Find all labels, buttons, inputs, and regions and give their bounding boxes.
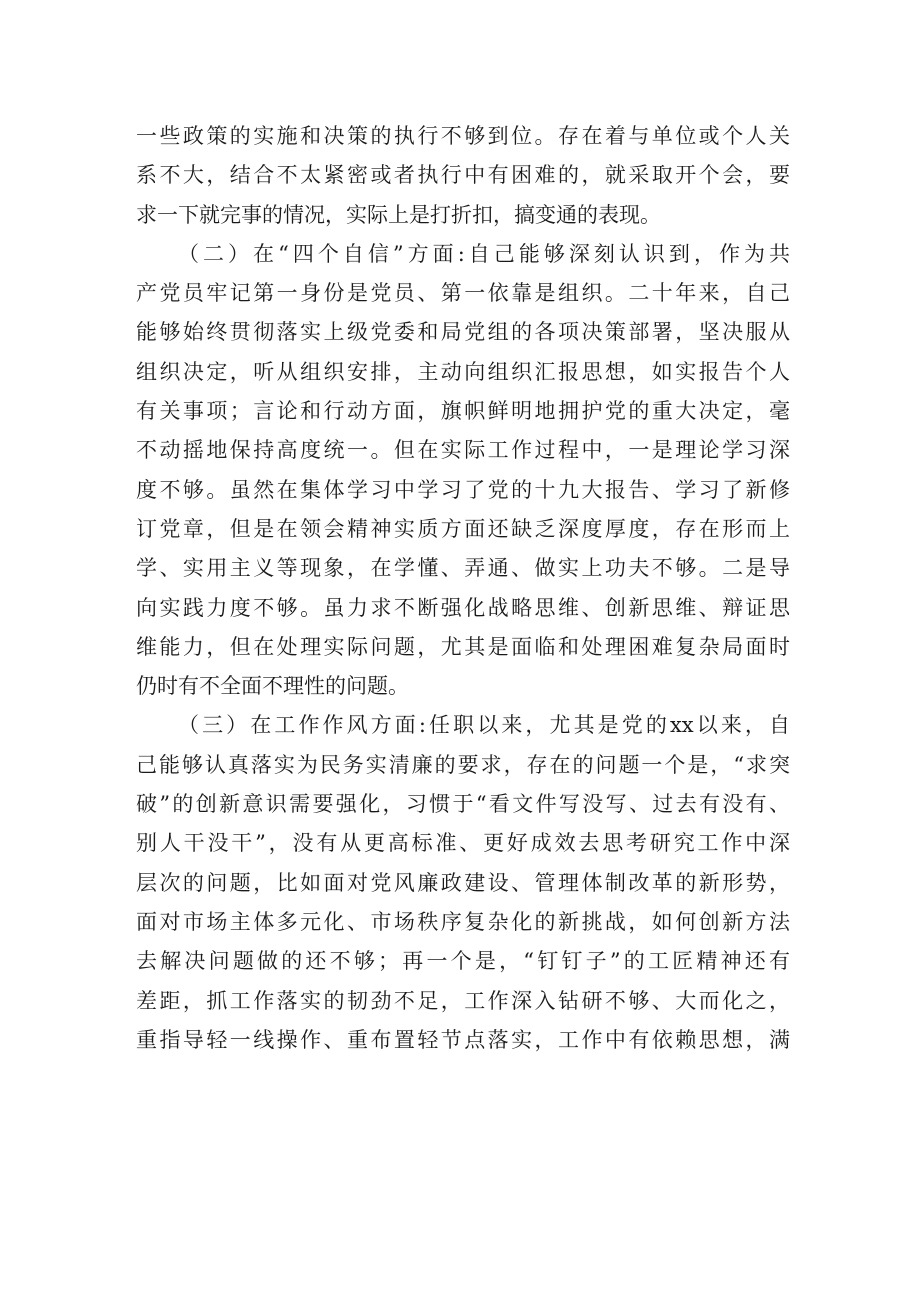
text-line: 去解决问题做的还不够；再一个是，“钉钉子”的工匠精神还有 (136, 949, 790, 974)
text-line: 产党员牢记第一身份是党员、第一依靠是组织。二十年来，自己 (136, 281, 790, 306)
text-line: 学、实用主义等现象，在学懂、弄通、做实上功夫不够。二是导 (136, 556, 790, 581)
document-body (136, 117, 790, 1060)
text-line: 己能够认真落实为民务实清廉的要求，存在的问题一个是，“求突 (136, 752, 790, 777)
text-line: 求一下就完事的情况，实际上是打折扣，搞变通的表现。 (136, 202, 661, 227)
text-line: 面对市场主体多元化、市场秩序复杂化的新挑战，如何创新方法 (136, 909, 790, 934)
text-line: 订党章，但是在领会精神实质方面还缺乏深度厚度，存在形而上 (136, 516, 790, 541)
text-line: 能够始终贯彻落实上级党委和局党组的各项决策部署，坚决服从 (136, 320, 790, 345)
text-line: 破”的创新意识需要强化，习惯于“看文件写没写、过去有没有、 (136, 792, 790, 817)
text-line: （二）在“四个自信”方面:自己能够深刻认识到，作为共 (178, 241, 790, 266)
paragraph-3-work-style (136, 706, 790, 1060)
text-line: 差距，抓工作落实的韧劲不足，工作深入钻研不够、大而化之， (136, 988, 790, 1013)
text-line: 度不够。虽然在集体学习中学习了党的十九大报告、学习了新修 (136, 477, 790, 502)
text-line: 有关事项；言论和行动方面，旗帜鲜明地拥护党的重大决定，毫 (136, 399, 790, 424)
text-line: 系不大，结合不太紧密或者执行中有困难的，就采取开个会，要 (136, 163, 790, 188)
text-line: 一些政策的实施和决策的执行不够到位。存在着与单位或个人关 (136, 124, 790, 148)
text-line: 维能力，但在处理实际问题，尤其是面临和处理困难复杂局面时 (136, 634, 790, 659)
text-line: 重指导轻一线操作、重布置轻节点落实，工作中有依赖思想，满 (136, 1027, 790, 1052)
text-line: （三）在工作作风方面:任职以来，尤其是党的xx以来，自 (178, 713, 790, 738)
text-line: 组织决定，听从组织安排，主动向组织汇报思想，如实报告个人 (136, 359, 790, 384)
text-line: 层次的问题，比如面对党风廉政建设、管理体制改革的新形势， (136, 870, 790, 895)
paragraph-2-four-confidences (136, 235, 790, 707)
text-line: 不动摇地保持高度统一。但在实际工作过程中，一是理论学习深 (136, 438, 790, 463)
text-line: 向实践力度不够。虽力求不断强化战略思维、创新思维、辩证思 (136, 595, 790, 620)
text-line: 仍时有不全面不理性的问题。 (136, 674, 409, 699)
text-line: 别人干没干”，没有从更高标准、更好成效去思考研究工作中深 (136, 831, 790, 856)
paragraph-1 (136, 117, 790, 235)
